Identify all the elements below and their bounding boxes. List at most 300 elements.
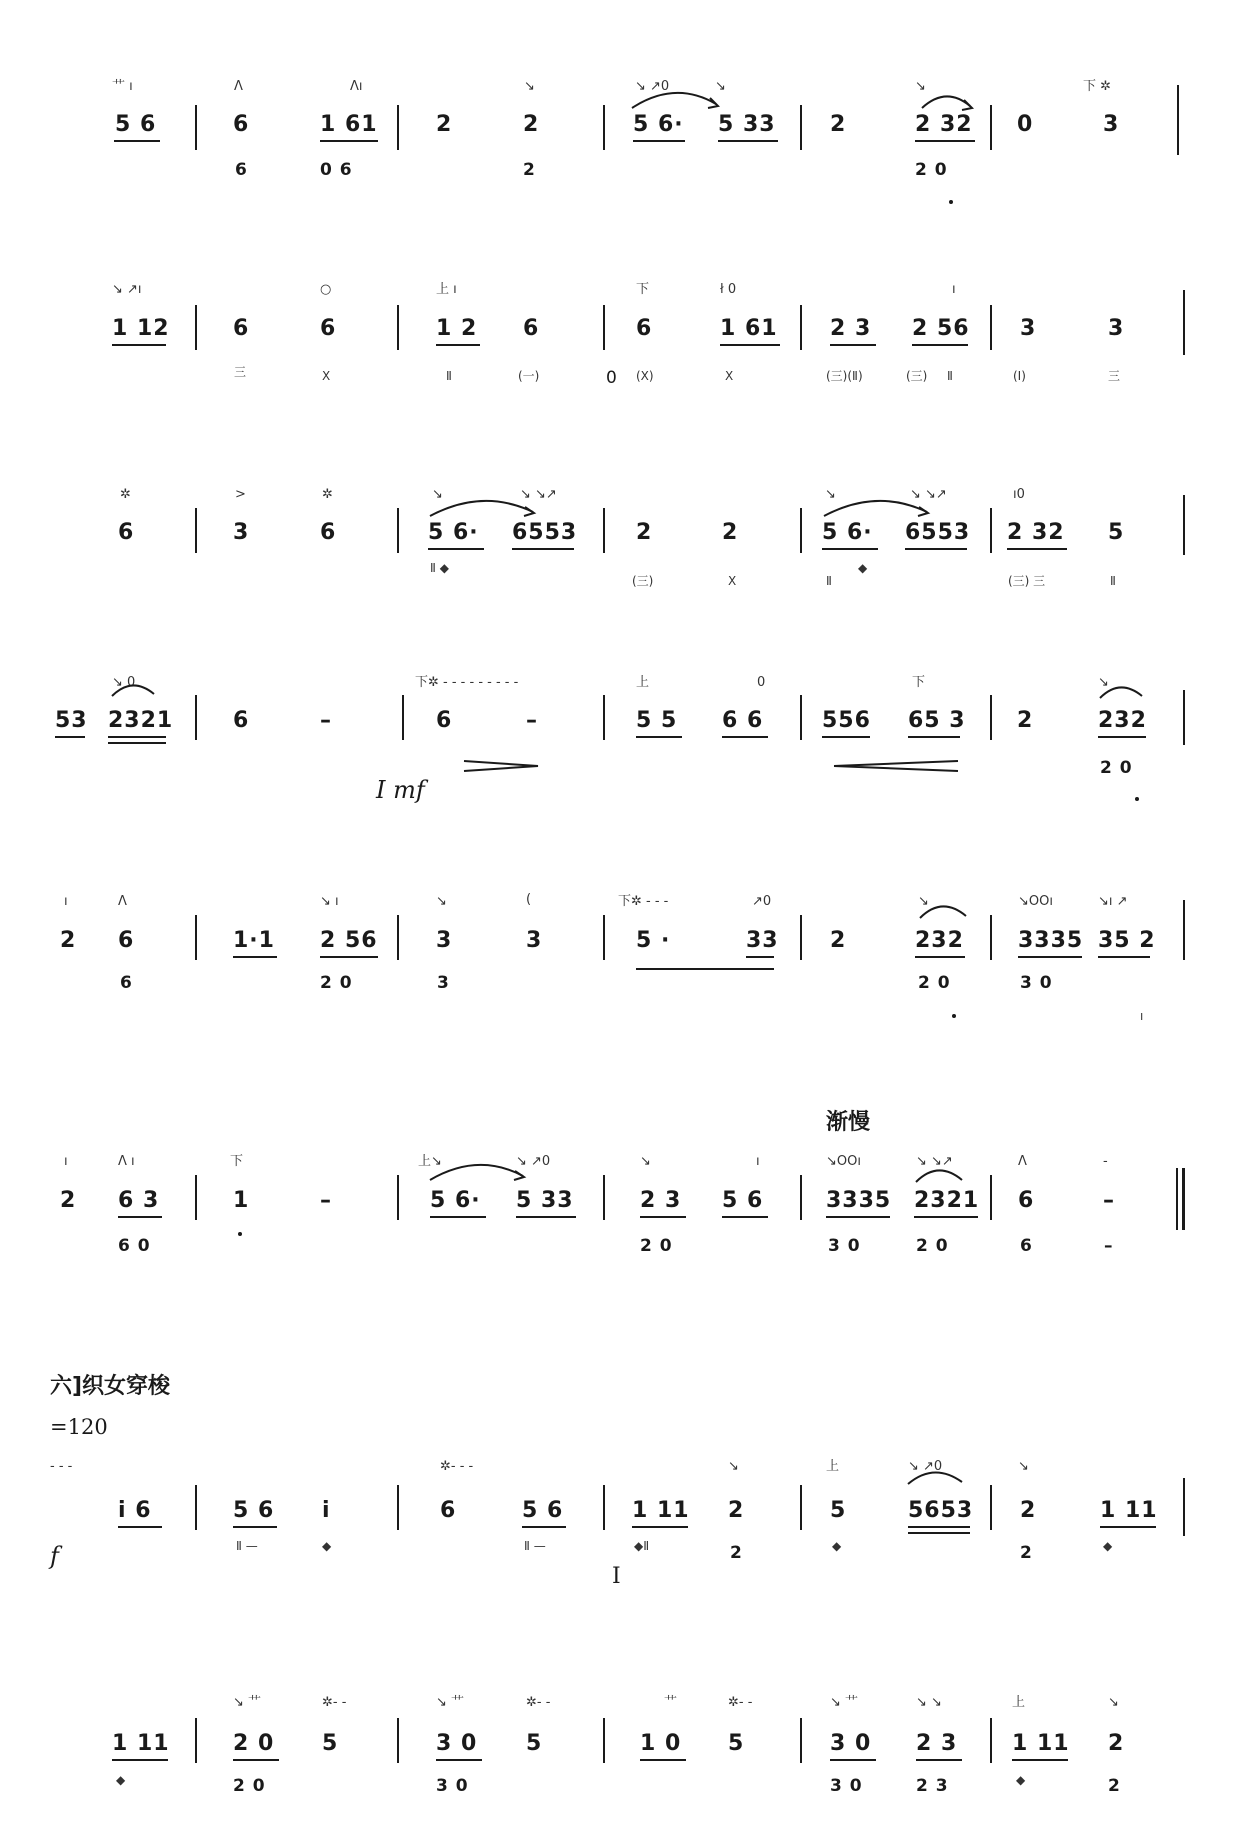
melody-note: 2 56: [320, 928, 378, 953]
melody-note: 1 61: [720, 316, 778, 341]
melody-note: 6: [233, 316, 250, 341]
technique-mark: ↘ı ↗: [1098, 894, 1128, 909]
harmony-note: Ⅰ: [612, 1564, 621, 1589]
harmony-note: 6: [235, 160, 248, 180]
bar-line: [990, 305, 992, 350]
technique-mark: ↘ ↘↗: [520, 487, 557, 502]
technique-mark: ↘: [1018, 1459, 1029, 1474]
melody-note: 6553: [512, 520, 578, 545]
harmony-note: 6 0: [118, 1236, 151, 1256]
melody-note: 3: [436, 928, 453, 953]
melody-note: 35 2: [1098, 928, 1156, 953]
technique-mark: (: [526, 892, 532, 907]
melody-note: 2 32: [915, 112, 973, 137]
technique-mark: ✲- -: [526, 1695, 551, 1710]
melody-note: 2 3: [916, 1731, 958, 1756]
bar-line: [800, 1175, 802, 1220]
melody-note: 5 6: [115, 112, 157, 137]
bar-line: [1177, 85, 1179, 155]
technique-mark: ↘ ⺾: [436, 1695, 465, 1710]
underline: [233, 1526, 277, 1528]
technique-mark: ↘ ↘: [916, 1695, 942, 1710]
bar-line: [195, 695, 197, 740]
melody-note: 3: [526, 928, 543, 953]
technique-mark: ↘ ↗0: [635, 79, 670, 94]
harmony-note: (三): [906, 369, 928, 383]
underline: [522, 1526, 566, 1528]
melody-note: 2 56: [912, 316, 970, 341]
underline: [905, 548, 967, 550]
slur-mark: [110, 675, 158, 700]
harmony-note: 2 0: [918, 973, 951, 993]
melody-note: 2: [636, 520, 653, 545]
technique-mark: Λ: [1018, 1154, 1027, 1169]
technique-mark: ↘ ı: [320, 894, 339, 909]
technique-mark: >: [235, 487, 246, 502]
underline: [822, 548, 878, 550]
melody-note: 3335: [826, 1188, 892, 1213]
underline: [908, 736, 960, 738]
underline: [826, 1216, 890, 1218]
melody-note: 2: [436, 112, 453, 137]
melody-note: 6: [523, 316, 540, 341]
harmony-note: 3: [437, 973, 450, 993]
bar-line: [397, 105, 399, 150]
harmony-note: 2: [730, 1543, 743, 1563]
underline: [114, 140, 160, 142]
melody-note: 3 0: [830, 1731, 872, 1756]
fingering-mark: ı: [1140, 1009, 1144, 1023]
bar-line: [195, 1175, 197, 1220]
fingering-mark: Ⅱ —: [236, 1539, 258, 1553]
underline: [516, 1216, 576, 1218]
underline: [916, 1759, 962, 1761]
technique-mark: ↘OOı: [826, 1154, 861, 1169]
bar-line: [800, 1485, 802, 1530]
melody-note: 1 61: [320, 112, 378, 137]
underline: [55, 736, 85, 738]
melody-note: 5: [830, 1498, 847, 1523]
underline: [1012, 1759, 1068, 1761]
technique-mark: ↘: [640, 1154, 651, 1169]
harmony-note: (三)(Ⅱ): [826, 369, 863, 383]
technique-mark: 上: [826, 1459, 840, 1474]
bar-line: [990, 508, 992, 553]
melody-note: 6: [118, 928, 135, 953]
melody-note: 5 6: [233, 1498, 275, 1523]
harmony-note: (三): [632, 574, 654, 588]
melody-note: 3335: [1018, 928, 1084, 953]
harmony-note: 2 0: [640, 1236, 673, 1256]
accent-mark: [952, 1014, 956, 1018]
bar-line: [1183, 1478, 1185, 1536]
bar-line: [990, 915, 992, 960]
bar-line: [195, 508, 197, 553]
accent-mark: [1135, 797, 1139, 801]
melody-note: 0: [1017, 112, 1034, 137]
technique-mark: ↘ ↗ı: [112, 282, 142, 297]
technique-mark: ı: [64, 894, 68, 909]
bar-line: [990, 1485, 992, 1530]
technique-mark: ✲- -: [728, 1695, 753, 1710]
decrescendo-mark: [832, 758, 962, 774]
technique-mark: ↘: [825, 487, 836, 502]
melody-note: 5 6·: [428, 520, 479, 545]
technique-mark: 下: [636, 282, 650, 297]
bar-line: [397, 1485, 399, 1530]
dynamic-mark: f: [50, 1542, 59, 1570]
underline: [830, 1759, 876, 1761]
technique-mark: Λ: [118, 894, 127, 909]
harmony-note: (X): [636, 369, 654, 383]
technique-mark: ↘: [1098, 675, 1109, 690]
melody-note: 2: [830, 928, 847, 953]
bar-line: [800, 508, 802, 553]
underline: [112, 1759, 168, 1761]
technique-mark: ↘: [1108, 1695, 1119, 1710]
bar-line: [603, 1718, 605, 1763]
melody-note: 5 6·: [633, 112, 684, 137]
technique-mark: ↘ ⺾: [830, 1695, 859, 1710]
melody-note: 2: [830, 112, 847, 137]
underline: [108, 736, 166, 738]
fingering-mark: ◆Ⅱ: [634, 1539, 650, 1553]
melody-note: 2: [728, 1498, 745, 1523]
melody-note: 6: [320, 316, 337, 341]
underline: [428, 548, 484, 550]
melody-note: 232: [1098, 708, 1147, 733]
technique-mark: ⺾ ı: [112, 79, 133, 94]
underline: [1098, 736, 1146, 738]
melody-note: 33: [746, 928, 779, 953]
harmony-note: 0 6: [320, 160, 353, 180]
harmony-note: 2: [1020, 1543, 1033, 1563]
technique-mark: ↘: [715, 79, 726, 94]
harmony-note: 三: [1108, 369, 1121, 383]
melody-note: 65 3: [908, 708, 966, 733]
underline: [720, 344, 780, 346]
technique-mark: ı: [756, 1154, 760, 1169]
harmony-note: 6: [1020, 1236, 1033, 1256]
harmony-note: 0: [606, 368, 618, 388]
underline: [915, 140, 975, 142]
underline: [233, 956, 277, 958]
bar-line: [195, 1718, 197, 1763]
technique-mark: Λ ı: [118, 1154, 135, 1169]
technique-mark: ↗0: [752, 894, 772, 909]
fingering-mark: Ⅱ: [826, 574, 832, 588]
technique-mark: ı: [952, 282, 956, 297]
slur-mark: [906, 1464, 966, 1488]
underline: [633, 140, 685, 142]
melody-note: –: [526, 708, 538, 733]
melody-note: i: [322, 1498, 331, 1523]
bar-line: [800, 915, 802, 960]
technique-mark: 上: [1012, 1695, 1026, 1710]
harmony-note: X: [725, 369, 734, 383]
technique-mark: 上↘: [418, 1154, 442, 1169]
harmony-note: 2: [523, 160, 536, 180]
technique-mark: Λ: [234, 79, 243, 94]
technique-mark: Λı: [350, 79, 363, 94]
melody-note: 5 6: [522, 1498, 564, 1523]
technique-mark: - - -: [50, 1459, 73, 1474]
bar-line: [603, 508, 605, 553]
melody-note: 6: [233, 112, 250, 137]
underline: [908, 1526, 970, 1528]
underline: [914, 1216, 978, 1218]
technique-mark: ↘: [432, 487, 443, 502]
melody-note: 2 3: [640, 1188, 682, 1213]
underline: [640, 1216, 686, 1218]
end-bar-line: [1182, 1168, 1185, 1230]
bar-line: [397, 508, 399, 553]
tempo-marking: =120: [50, 1415, 108, 1439]
technique-mark: 0: [757, 675, 766, 690]
technique-mark: 上: [636, 675, 650, 690]
melody-note: 6: [440, 1498, 457, 1523]
bar-line: [990, 1718, 992, 1763]
technique-mark: ↘ 0: [112, 675, 136, 690]
slur-mark: [920, 88, 975, 112]
melody-note: 5 5: [636, 708, 678, 733]
accent-mark: [238, 1232, 242, 1236]
melody-note: 3 0: [436, 1731, 478, 1756]
bar-line: [397, 1175, 399, 1220]
harmony-note: 三: [234, 365, 247, 379]
underline: [640, 1759, 686, 1761]
harmony-note: 3 0: [436, 1776, 469, 1796]
melody-note: 2321: [108, 708, 174, 733]
melody-note: 1·1: [233, 928, 275, 953]
slur-mark: [630, 84, 720, 112]
underline: [320, 140, 378, 142]
bar-line: [1183, 290, 1185, 355]
bar-line: [195, 915, 197, 960]
technique-mark: ↘ ↘↗: [916, 1154, 953, 1169]
technique-mark: 下✲ - - -: [618, 894, 669, 909]
melody-note: 5: [322, 1731, 339, 1756]
decrescendo-mark: [462, 758, 542, 774]
melody-note: 2: [722, 520, 739, 545]
underline: [1007, 548, 1067, 550]
technique-mark: ↘: [524, 79, 535, 94]
harmony-note: (三) 三: [1008, 574, 1046, 588]
technique-mark: ✲- -: [322, 1695, 347, 1710]
underline: [1098, 956, 1150, 958]
melody-note: 3: [1103, 112, 1120, 137]
slur-mark: [428, 1158, 528, 1184]
underline: [108, 742, 166, 744]
melody-note: 1: [233, 1188, 250, 1213]
underline: [746, 956, 774, 958]
harmony-note: (一): [518, 369, 540, 383]
underline: [118, 1526, 162, 1528]
accent-mark: ◆: [322, 1539, 332, 1553]
melody-note: 5 33: [718, 112, 776, 137]
bar-line: [1183, 495, 1185, 555]
bar-line: [1183, 900, 1185, 960]
technique-mark: 下✲ - - - - - - - - -: [415, 675, 519, 690]
melody-note: 232: [915, 928, 964, 953]
melody-note: 2: [1020, 1498, 1037, 1523]
harmony-note: X: [322, 369, 331, 383]
melody-note: 5 33: [516, 1188, 574, 1213]
underline: [908, 1532, 970, 1534]
melody-note: 2: [1017, 708, 1034, 733]
melody-note: 5 ·: [636, 928, 671, 953]
melody-note: 5: [728, 1731, 745, 1756]
melody-note: 5653: [908, 1498, 974, 1523]
bar-line: [990, 1175, 992, 1220]
underline: [118, 1216, 162, 1218]
underline: [722, 736, 768, 738]
harmony-note: 2 0: [916, 1236, 949, 1256]
bar-line: [397, 1718, 399, 1763]
melody-note: 1 12: [112, 316, 170, 341]
technique-mark: ↘OOı: [1018, 894, 1053, 909]
melody-note: 2: [60, 928, 77, 953]
melody-note: –: [320, 1188, 332, 1213]
melody-note: 6: [636, 316, 653, 341]
technique-mark: ł 0: [720, 282, 737, 297]
melody-note: 1 2: [436, 316, 478, 341]
underline: [722, 1216, 768, 1218]
bar-line: [800, 305, 802, 350]
melody-note: 2: [523, 112, 540, 137]
bar-line: [1183, 690, 1185, 745]
underline: [436, 344, 480, 346]
melody-note: 1 11: [112, 1731, 170, 1756]
melody-note: 5: [1108, 520, 1125, 545]
bar-line: [402, 695, 404, 740]
technique-mark: ↘: [915, 79, 926, 94]
bar-line: [397, 915, 399, 960]
harmony-note: 2 0: [233, 1776, 266, 1796]
melody-note: 6: [1018, 1188, 1035, 1213]
melody-note: –: [320, 708, 332, 733]
technique-mark: ↘ ↗0: [908, 1459, 943, 1474]
underline: [822, 736, 870, 738]
technique-mark: ⺾: [664, 1695, 678, 1710]
bar-line: [195, 105, 197, 150]
melody-note: 53: [55, 708, 88, 733]
melody-note: 5 6: [722, 1188, 764, 1213]
accent-mark: ◆: [1016, 1773, 1026, 1787]
slur-mark: [918, 898, 970, 922]
melody-note: 2 3: [830, 316, 872, 341]
technique-mark: ↘ ↘↗: [910, 487, 947, 502]
harmony-note: 3 0: [1020, 973, 1053, 993]
melody-note: 6 3: [118, 1188, 160, 1213]
melody-note: 1 11: [1100, 1498, 1158, 1523]
underline: [915, 956, 965, 958]
bar-line: [603, 695, 605, 740]
underline: [632, 1526, 688, 1528]
bar-line: [603, 915, 605, 960]
technique-mark: ↘: [436, 894, 447, 909]
melody-note: 3: [233, 520, 250, 545]
technique-mark: -: [1103, 1154, 1108, 1169]
harmony-note: 3 0: [830, 1776, 863, 1796]
bar-line: [800, 695, 802, 740]
melody-note: 5 6·: [822, 520, 873, 545]
underline: [233, 1759, 279, 1761]
melody-note: 6: [233, 708, 250, 733]
melody-note: 3: [1108, 316, 1125, 341]
technique-mark: ○: [320, 282, 332, 297]
fingering-mark: Ⅱ ◆: [430, 561, 449, 575]
underline: [912, 344, 968, 346]
underline: [636, 736, 682, 738]
bar-line: [990, 105, 992, 150]
melody-note: 1 0: [640, 1731, 682, 1756]
dynamic-mark: I mf: [376, 776, 425, 804]
bar-line: [603, 1175, 605, 1220]
section-title: 六]织女穿梭: [50, 1374, 171, 1399]
bar-line: [603, 1485, 605, 1530]
technique-mark: ✲: [322, 487, 333, 502]
underline: [320, 956, 378, 958]
slur-mark: [428, 494, 538, 520]
bar-line: [800, 1718, 802, 1763]
melody-note: 1 11: [1012, 1731, 1070, 1756]
harmony-note: X: [728, 574, 737, 588]
melody-note: 2: [1108, 1731, 1125, 1756]
melody-note: 6: [320, 520, 337, 545]
melody-note: i 6: [118, 1498, 152, 1523]
underline: [512, 548, 574, 550]
accent-mark: ◆: [116, 1773, 126, 1787]
underline: [436, 1759, 482, 1761]
bar-line: [603, 305, 605, 350]
end-bar-line: [1176, 1168, 1178, 1230]
harmony-note: 2 0: [915, 160, 948, 180]
melody-note: 6 6: [722, 708, 764, 733]
technique-mark: ı0: [1013, 487, 1025, 502]
fingering-mark: Ⅱ —: [524, 1539, 546, 1553]
harmony-note: 3 0: [828, 1236, 861, 1256]
accent-mark: ◆: [1103, 1539, 1113, 1553]
technique-mark: ↘ ⺾: [233, 1695, 262, 1710]
bar-line: [195, 1485, 197, 1530]
slur-mark: [914, 1162, 966, 1186]
technique-mark: ✲: [120, 487, 131, 502]
melody-note: 3: [1020, 316, 1037, 341]
melody-note: 6: [436, 708, 453, 733]
melody-note: 2321: [914, 1188, 980, 1213]
technique-mark: 下: [230, 1154, 244, 1169]
harmony-note: 2 0: [320, 973, 353, 993]
melody-note: 6: [118, 520, 135, 545]
melody-note: 1 11: [632, 1498, 690, 1523]
melody-note: 556: [822, 708, 871, 733]
harmony-note: 6: [120, 973, 133, 993]
technique-mark: ↘: [918, 894, 929, 909]
harmony-note: (Ⅰ): [1013, 369, 1026, 383]
slur-mark: [1098, 680, 1146, 702]
harmony-note: –: [1104, 1236, 1114, 1256]
slur-mark: [822, 494, 932, 520]
fingering-mark: Ⅱ: [1110, 574, 1116, 588]
fingering-mark: Ⅱ: [446, 369, 452, 383]
underline: [830, 344, 876, 346]
accent-mark: [949, 200, 953, 204]
underline: [112, 344, 166, 346]
accent-mark: ◆: [832, 1539, 842, 1553]
fingering-mark: Ⅱ: [947, 369, 953, 383]
technique-mark: ✲- - -: [440, 1459, 474, 1474]
